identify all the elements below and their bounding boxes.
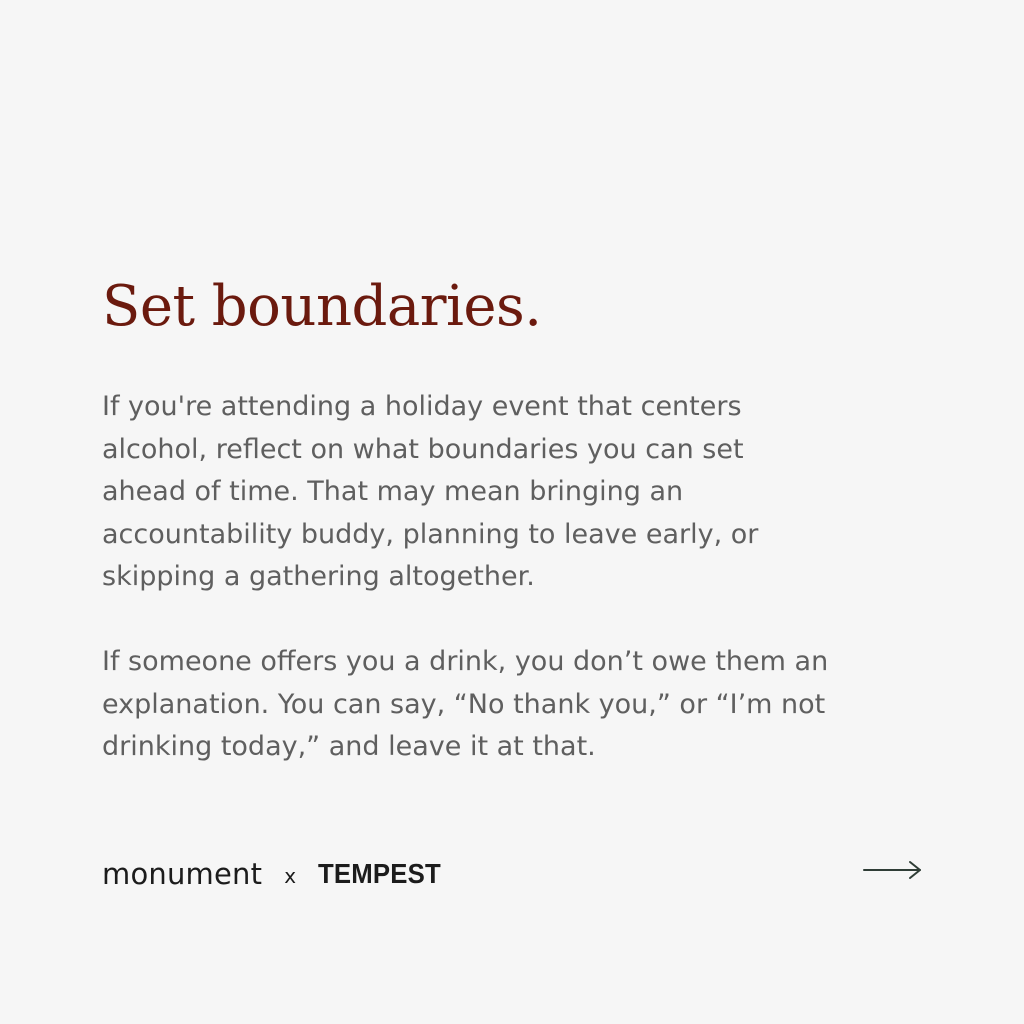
brand-footer [102, 852, 452, 896]
next-slide-button[interactable] [862, 858, 924, 882]
body-paragraph-2: If someone offers you a drink, you don’t owe them an explanation. You can say, “No thank you,” or “I’m not drinking today,” and leave it at that. [102, 646, 829, 762]
monument-logo: monument [102, 857, 263, 891]
arrow-right-icon [862, 858, 924, 882]
body-paragraph-1: If you're attending a holiday event that centers alcohol, reflect on what boundaries you can set ahead of time. That may mean bringing an accountability buddy, planning to leave early, or skipping a gathering altogether. [102, 391, 759, 592]
collab-separator: x [284, 864, 297, 888]
tempest-logo: TEMPEST [318, 858, 441, 889]
slide-title: Set boundaries. [102, 274, 542, 339]
